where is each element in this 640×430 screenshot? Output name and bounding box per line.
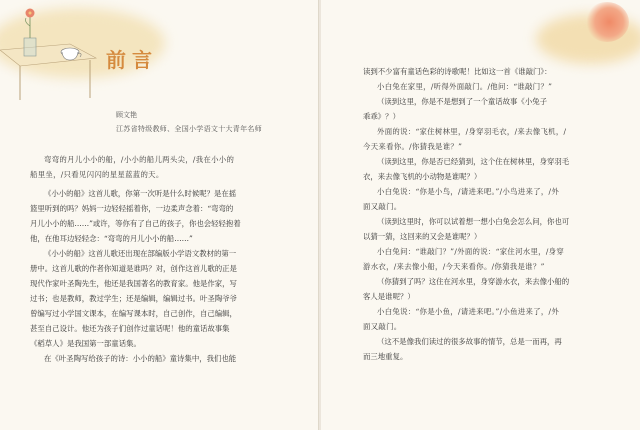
left-page-body	[30, 152, 298, 366]
left-page	[0, 0, 319, 430]
paragraph-line: 《小小的船》这首儿歌还出现在部编版小学语文教材的第一	[44, 249, 237, 258]
paragraph-line: （这不是像我们读过的很多故事的情节，总是一而再，再	[377, 337, 562, 346]
poem-line: 游水衣，/来去像小船，/今天来看你。/你猜我是谁？”	[363, 262, 545, 271]
poem-line: 小白兔说：“你是小鸟，/请进来吧。”/小鸟进来了，/外	[377, 187, 560, 196]
poem-line: 外面的说：“家住树林里，/身穿羽毛衣，/来去像飞机，/	[377, 127, 567, 136]
paragraph-line: 他，在他耳边轻轻念：“弯弯的月儿小小的船……”	[30, 234, 193, 243]
paragraph-line: 客人是谁呢？）	[363, 292, 415, 301]
paragraph-line: 月儿小小的船……”或许，等你有了自己的孩子，你也会轻轻抱着	[30, 219, 241, 228]
paragraph-line: 在《叶圣陶写给孩子的诗：小小的船》童诗集中，我们也能	[44, 354, 237, 363]
paragraph-line: （读到这里时，你可以试着想一想小白兔会怎么问，你也可	[377, 217, 570, 226]
poem-line: 今天来看你。/你猜我是谁？”	[363, 142, 463, 151]
right-page	[321, 0, 640, 430]
paragraph-line: 现代作家叶圣陶先生，他还是我国著名的教育家。他是作家，写	[30, 279, 237, 288]
paragraph-line: （你猜到了吗？这住在河水里，身穿游水衣，来去像小船的	[377, 277, 570, 286]
paragraph-line: 曾编写过小学国文课本，在编写课本时，自己创作，自己编辑，	[30, 309, 237, 318]
sun-icon	[585, 2, 629, 42]
paragraph-line: 而三地重复。	[363, 352, 408, 361]
flower-glass-icon	[24, 9, 36, 57]
paragraph-line: （读到这里，你是不是想到了一个童话故事《小兔子	[377, 97, 547, 106]
poem-line: 面又敲门。	[363, 202, 402, 211]
table-illustration	[0, 0, 110, 100]
paragraph-line: 甚至自己设计。他还为孩子们创作过童话呢！他的童话故事集	[30, 324, 230, 333]
paragraph-line: 读到不少富有童话色彩的诗歌呢！比如这一首《谁敲门》：	[363, 67, 552, 76]
paragraph-line: 过书；也是教师，教过学生；还是编辑，编辑过书。叶圣陶爷爷	[30, 294, 237, 303]
page-title: 前言	[106, 48, 158, 72]
paragraph-line: 《小小的船》这首儿歌，你第一次听是什么时候呢？是在摇	[44, 189, 237, 198]
paragraph-line: 篮里听到的吗？妈妈一边轻轻摇着你，一边柔声念着：“弯弯的	[30, 204, 234, 213]
poem-line: 小白兔问：“谁敲门？”/外面的说：“家住河水里，/身穿	[377, 247, 565, 256]
poem-line: 小白兔说：“你是小鱼，/请进来吧。”/小鱼进来了，/外	[377, 307, 560, 316]
author-name: 顾文艳	[116, 111, 137, 119]
poem-line: 小白兔在家里，/听得外面敲门。/他问：“谁敲门？”	[377, 82, 553, 91]
right-page-body	[363, 64, 613, 364]
paragraph-line: 以猜一猜，这回来的又会是谁呢？）	[363, 232, 482, 241]
paragraph-line: 《稻草人》是我国第一部童话集。	[30, 339, 141, 348]
poem-line: 弯弯的月儿小小的船，/小小的船儿两头尖，/我在小小的	[44, 155, 235, 164]
poem-line: 船里坐，/只看见闪闪的星星蓝蓝的天。	[30, 170, 164, 179]
paragraph-line: 乖乖》？）	[363, 112, 400, 121]
paragraph-line: 册中。这首儿歌的作者你知道是谁吗？对，创作这首儿歌的正是	[30, 264, 237, 273]
paragraph-line: 衣，来去像飞机的小动物是谁呢？）	[363, 172, 482, 181]
paragraph-line: （读到这里，你是否已经猜到，这个住在树林里，身穿羽毛	[377, 157, 570, 166]
poem-line: 面又敲门。	[363, 322, 402, 331]
author-affiliation: 江苏省特级教师、全国小学语文十大青年名师	[116, 125, 262, 133]
